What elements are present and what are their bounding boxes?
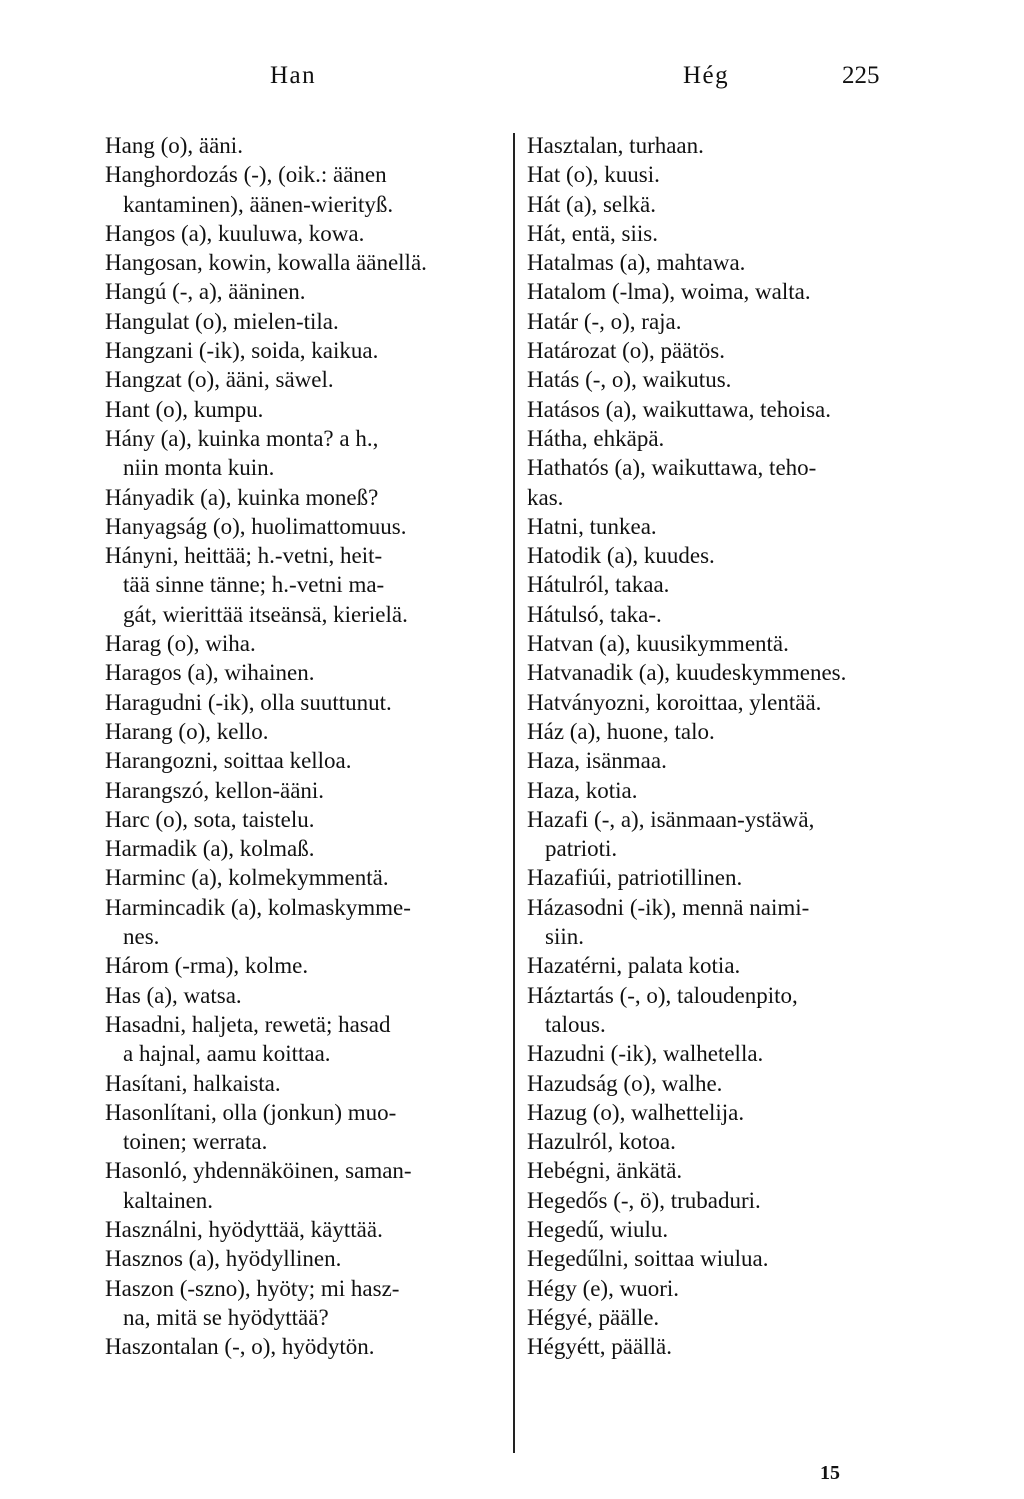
dictionary-entry: Hasítani, halkaista. <box>105 1070 281 1096</box>
left-column <box>105 131 515 1361</box>
dictionary-entry: Hatványozni, koroittaa, ylentää. <box>527 689 822 715</box>
entry-continuation-line: kaltainen. <box>123 1187 214 1213</box>
dictionary-entry: Házasodni (-ik), mennä naimi- <box>527 894 810 920</box>
dictionary-entry: Haszontalan (-, o), hyödytön. <box>105 1334 375 1360</box>
dictionary-entry: Háztartás (-, o), taloudenpito, <box>527 982 798 1008</box>
dictionary-entry: Hányadik (a), kuinka moneß? <box>105 484 379 510</box>
entry-continuation-line: gát, wierittää itseänsä, kierielä. <box>123 601 408 627</box>
header-right-guideword: Hég <box>683 62 730 89</box>
dictionary-entry: Használni, hyödyttää, käyttää. <box>105 1216 383 1242</box>
dictionary-entry: Harmincadik (a), kolmaskymme- <box>105 894 411 920</box>
dictionary-entry: Hazafi (-, a), isänmaan-ystäwä, <box>527 806 815 832</box>
dictionary-entry: Három (-rma), kolme. <box>105 953 309 979</box>
dictionary-entry: Hegedű, wiulu. <box>527 1216 669 1242</box>
entry-continuation-line: talous. <box>545 1011 606 1037</box>
entry-continuation-line: nes. <box>123 924 160 950</box>
dictionary-entry: Haza, kotia. <box>527 777 638 803</box>
dictionary-entry: Hangulat (o), mielen-tila. <box>105 308 339 334</box>
dictionary-entry: Hasztalan, turhaan. <box>527 133 704 158</box>
dictionary-entry: Hangú (-, a), ääninen. <box>105 279 306 305</box>
dictionary-entry: Harminc (a), kolmekymmentä. <box>105 865 389 891</box>
dictionary-entry: Hátulról, takaa. <box>527 572 670 598</box>
dictionary-entry: Hathatós (a), waikuttawa, teho- <box>527 455 817 481</box>
column-divider <box>513 133 515 1453</box>
dictionary-entry: Hazatérni, palata kotia. <box>527 953 741 979</box>
dictionary-entry: Hatvanadik (a), kuudeskymmenes. <box>527 660 847 686</box>
dictionary-entry: Ház (a), huone, talo. <box>527 718 715 744</box>
dictionary-entry: Hatvan (a), kuusikymmentä. <box>527 631 789 657</box>
dictionary-entry: Harangszó, kellon-ääni. <box>105 777 325 803</box>
dictionary-entry: Harc (o), sota, taistelu. <box>105 806 315 832</box>
entry-continuation-line: niin monta kuin. <box>123 455 275 481</box>
signature-mark: 15 <box>820 1462 840 1484</box>
dictionary-entry: Hatásos (a), waikuttawa, tehoisa. <box>527 396 832 422</box>
dictionary-entry: Hasadni, haljeta, rewetä; hasad <box>105 1011 391 1037</box>
dictionary-entry: Hangzani (-ik), soida, kaikua. <box>105 338 379 364</box>
dictionary-entry: Hátulsó, taka-. <box>527 601 662 627</box>
dictionary-entry: Hangos (a), kuuluwa, kowa. <box>105 220 365 246</box>
dictionary-entry: Has (a), watsa. <box>105 982 242 1008</box>
dictionary-entry: Hátha, ehkäpä. <box>527 425 665 451</box>
entry-continuation-line: patrioti. <box>545 836 618 862</box>
dictionary-entry: Harang (o), kello. <box>105 718 269 744</box>
dictionary-entry: Hasonló, yhdennäköinen, saman- <box>105 1158 412 1184</box>
dictionary-entry: Haszon (-szno), hyöty; mi hasz- <box>105 1275 400 1301</box>
dictionary-entry: Hány (a), kuinka monta? a h., <box>105 425 379 451</box>
dictionary-entry: Hazudság (o), walhe. <box>527 1070 723 1096</box>
dictionary-entry: Hant (o), kumpu. <box>105 396 264 422</box>
dictionary-entry: Harmadik (a), kolmaß. <box>105 836 315 862</box>
dictionary-entry: Hegedős (-, ö), trubaduri. <box>527 1187 761 1213</box>
dictionary-entry: Hatni, tunkea. <box>527 513 657 539</box>
page-number: 225 <box>842 62 880 89</box>
dictionary-entry: Hanghordozás (-), (oik.: äänen <box>105 162 387 188</box>
dictionary-entry: Határ (-, o), raja. <box>527 308 682 334</box>
dictionary-entry: Hatodik (a), kuudes. <box>527 543 715 569</box>
right-column <box>527 131 947 1361</box>
dictionary-entry: Hatás (-, o), waikutus. <box>527 367 732 393</box>
dictionary-entry: Hanyagság (o), huolimattomuus. <box>105 513 407 539</box>
dictionary-entry: Harangozni, soittaa kelloa. <box>105 748 352 774</box>
dictionary-entry: Hányni, heittää; h.-vetni, heit- <box>105 543 383 569</box>
entry-continuation-line: tää sinne tänne; h.-vetni ma- <box>123 572 385 598</box>
dictionary-entry: Hang (o), ääni. <box>105 133 243 158</box>
dictionary-entry: Hégy (e), wuori. <box>527 1275 680 1301</box>
dictionary-entry: Hasznos (a), hyödyllinen. <box>105 1246 342 1272</box>
dictionary-entry: Hazulról, kotoa. <box>527 1129 676 1155</box>
dictionary-entry: Haza, isänmaa. <box>527 748 667 774</box>
dictionary-entry: Hazafiúi, patriotillinen. <box>527 865 743 891</box>
dictionary-entry: Hangosan, kowin, kowalla äänellä. <box>105 250 427 276</box>
dictionary-entry: Hát (a), selkä. <box>527 191 656 217</box>
dictionary-entry: Hasonlítani, olla (jonkun) muo- <box>105 1099 397 1125</box>
entry-continuation-line: toinen; werrata. <box>123 1129 268 1155</box>
dictionary-entry: Hebégni, änkätä. <box>527 1158 683 1184</box>
dictionary-entry: Hazudni (-ik), walhetella. <box>527 1041 764 1067</box>
entry-continuation-line: siin. <box>545 924 584 950</box>
dictionary-entry: Hazug (o), walhettelija. <box>527 1099 745 1125</box>
dictionary-entry: Harag (o), wiha. <box>105 631 256 657</box>
entry-continuation-line: a hajnal, aamu koittaa. <box>123 1041 331 1067</box>
dictionary-entry: Hegedűlni, soittaa wiulua. <box>527 1246 769 1272</box>
dictionary-entry: Hát, entä, siis. <box>527 220 658 246</box>
dictionary-entry: Hatalmas (a), mahtawa. <box>527 250 746 276</box>
dictionary-entry: Hatalom (-lma), woima, walta. <box>527 279 811 305</box>
running-header <box>0 62 1024 96</box>
dictionary-entry: Hégyétt, päällä. <box>527 1334 672 1360</box>
dictionary-entry: Haragudni (-ik), olla suuttunut. <box>105 689 392 715</box>
dictionary-entry: Határozat (o), päätös. <box>527 338 725 364</box>
header-left-guideword: Han <box>270 62 317 89</box>
entry-continuation-line: na, mitä se hyödyttää? <box>123 1304 329 1330</box>
dictionary-entry: Hangzat (o), ääni, säwel. <box>105 367 334 393</box>
dictionary-entry: Hégyé, päälle. <box>527 1304 660 1330</box>
dictionary-entry: Hat (o), kuusi. <box>527 162 660 188</box>
entry-continuation-line: kantaminen), äänen-wierityß. <box>123 191 394 217</box>
dictionary-entry: Haragos (a), wihainen. <box>105 660 315 686</box>
dictionary-entry: kas. <box>527 484 564 510</box>
